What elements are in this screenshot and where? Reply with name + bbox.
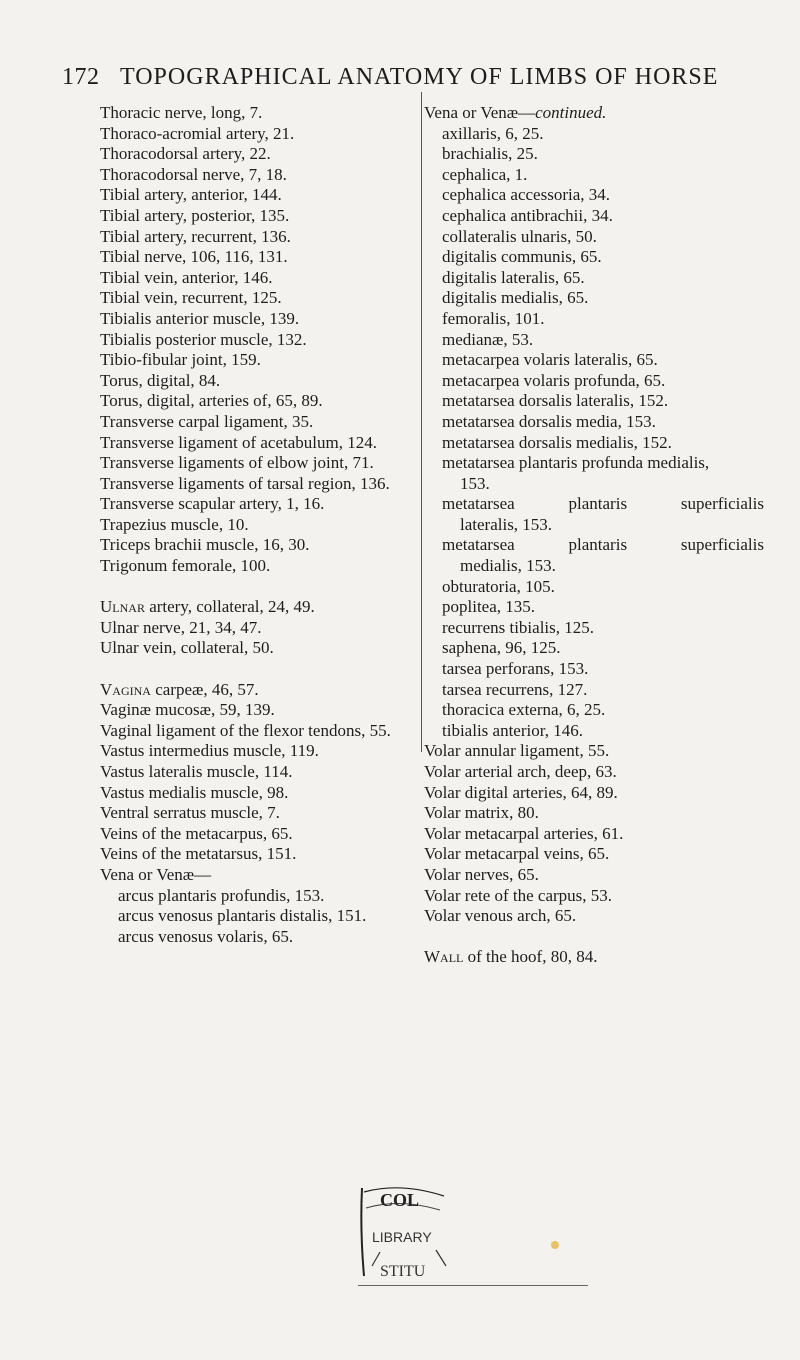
index-subentry-continuation: lateralis, 153. (460, 514, 553, 534)
index-entry: Thoracodorsal artery, 22. (100, 144, 271, 164)
index-entry: Vena or Venæ— (100, 864, 212, 884)
index-subentry: digitalis medialis, 65. (442, 288, 589, 308)
index-subentry: cephalica antibrachii, 34. (442, 205, 613, 225)
index-entry-section-start (100, 597, 420, 618)
entry-text: carpeæ, 46, 57. (150, 679, 259, 699)
index-subentry: tibialis anterior, 146. (442, 720, 583, 740)
index-entry: Volar venous arch, 65. (424, 906, 577, 926)
entry-text: Vena or Venæ— (424, 103, 536, 122)
index-subentry: metatarsea dorsalis medialis, 152. (442, 432, 672, 452)
index-subentry: arcus plantaris profundis, 153. (118, 885, 325, 905)
index-entry: Thoraco-acromial artery, 21. (100, 123, 295, 143)
index-subentry: saphena, 96, 125. (442, 638, 561, 658)
running-title: TOPOGRAPHICAL ANATOMY OF LIMBS OF HORSE (120, 64, 719, 90)
index-entry: Trapezius muscle, 10. (100, 514, 249, 534)
index-subentry-continuation: medialis, 153. (460, 556, 556, 576)
index-subentry: metacarpea volaris lateralis, 65. (442, 350, 658, 370)
entry-text: artery, collateral, 24, 49. (144, 597, 315, 617)
index-subentry: femoralis, 101. (442, 308, 545, 328)
index-entry: Veins of the metatarsus, 151. (100, 844, 297, 864)
index-subentry-continuation: 153. (460, 473, 490, 493)
index-entry: Tibial artery, anterior, 144. (100, 185, 282, 205)
index-subentry: medianæ, 53. (442, 329, 534, 349)
index-entry: Veins of the metacarpus, 65. (100, 823, 293, 843)
index-entry: Volar metacarpal arteries, 61. (424, 823, 624, 843)
index-entry: Ulnar vein, collateral, 50. (100, 638, 274, 658)
index-subentry: thoracica externa, 6, 25. (442, 700, 606, 720)
index-entry: Vaginal ligament of the flexor tendons, 55. (100, 720, 391, 740)
index-entry-continued (424, 103, 764, 124)
ink-spot (551, 1241, 559, 1249)
stamp-middle-text: LIBRARY (372, 1229, 432, 1245)
index-entry: Transverse scapular artery, 1, 16. (100, 494, 325, 514)
index-entry: Volar matrix, 80. (424, 803, 539, 823)
index-entry: Thoracic nerve, long, 7. (100, 103, 263, 122)
index-entry: Torus, digital, arteries of, 65, 89. (100, 391, 323, 411)
index-entry: Trigonum femorale, 100. (100, 556, 271, 576)
index-entry: Vastus intermedius muscle, 119. (100, 741, 319, 761)
index-entry: Ventral serratus muscle, 7. (100, 803, 280, 823)
index-subentry: metatarsea plantaris superficialis (442, 494, 764, 514)
index-entry: Volar rete of the carpus, 53. (424, 885, 613, 905)
index-subentry: axillaris, 6, 25. (442, 123, 544, 143)
index-subentry: recurrens tibialis, 125. (442, 617, 595, 637)
index-entry: Transverse carpal ligament, 35. (100, 411, 314, 431)
stamp-bottom-text: STITU (380, 1263, 426, 1280)
index-subentry: tarsea perforans, 153. (442, 659, 589, 679)
continued-note: continued. (535, 103, 607, 122)
index-entry: Tibio-fibular joint, 159. (100, 350, 261, 370)
index-entry: Tibial artery, posterior, 135. (100, 205, 290, 225)
index-entry-section-start (424, 947, 764, 968)
index-subentry: poplitea, 135. (442, 597, 536, 617)
index-subentry: metacarpea volaris profunda, 65. (442, 370, 666, 390)
index-entry: Triceps brachii muscle, 16, 30. (100, 535, 310, 555)
index-entry: Thoracodorsal nerve, 7, 18. (100, 164, 287, 184)
section-gap (100, 577, 420, 598)
index-entry: Transverse ligaments of tarsal region, 136. (100, 473, 390, 493)
index-subentry: metatarsea dorsalis lateralis, 152. (442, 391, 669, 411)
index-entry: Tibialis anterior muscle, 139. (100, 308, 300, 328)
index-entry: Torus, digital, 84. (100, 370, 221, 390)
index-entry: Vaginæ mucosæ, 59, 139. (100, 700, 275, 720)
index-entry: Transverse ligaments of elbow joint, 71. (100, 453, 374, 473)
index-subentry: metatarsea plantaris profunda medialis, (442, 453, 710, 473)
index-subentry: digitalis lateralis, 65. (442, 267, 585, 287)
index-subentry: arcus venosus plantaris distalis, 151. (118, 906, 367, 926)
index-subentry: cephalica, 1. (442, 164, 528, 184)
index-column-left (100, 103, 420, 947)
index-entry: Ulnar nerve, 21, 34, 47. (100, 617, 262, 637)
index-subentry: brachialis, 25. (442, 144, 538, 164)
index-subentry: collateralis ulnaris, 50. (442, 226, 597, 246)
section-gap (424, 927, 764, 948)
index-column-right (424, 103, 764, 968)
index-entry: Tibial artery, recurrent, 136. (100, 226, 291, 246)
index-subentry: obturatoria, 105. (442, 576, 555, 596)
index-subentry: metatarsea plantaris superficialis (442, 535, 764, 555)
stamp-top-text: COL (380, 1190, 420, 1210)
index-entry: Volar metacarpal veins, 65. (424, 844, 610, 864)
index-entry: Volar annular ligament, 55. (424, 741, 610, 761)
section-initial-word: Wall (424, 947, 464, 967)
index-entry: Tibial vein, recurrent, 125. (100, 288, 282, 308)
index-subentry: tarsea recurrens, 127. (442, 679, 588, 699)
index-entry: Transverse ligament of acetabulum, 124. (100, 432, 377, 452)
index-entry: Vastus lateralis muscle, 114. (100, 762, 293, 781)
entry-text: of the hoof, 80, 84. (463, 947, 598, 967)
section-gap (100, 659, 420, 680)
index-entry: Tibial nerve, 106, 116, 131. (100, 247, 288, 267)
index-entry: Volar arterial arch, deep, 63. (424, 762, 617, 781)
section-initial-word: Ulnar (100, 597, 145, 617)
index-subentry: metatarsea dorsalis media, 153. (442, 411, 656, 431)
index-entry: Volar digital arteries, 64, 89. (424, 782, 618, 802)
page-number: 172 (62, 64, 100, 90)
index-entry-section-start (100, 680, 420, 701)
stamp-baseline (358, 1285, 588, 1286)
index-subentry: arcus venosus volaris, 65. (118, 926, 294, 946)
index-entry: Tibialis posterior muscle, 132. (100, 329, 307, 349)
index-subentry: cephalica accessoria, 34. (442, 185, 611, 205)
index-entry: Tibial vein, anterior, 146. (100, 267, 273, 287)
library-stamp (350, 1180, 460, 1285)
column-divider (421, 92, 422, 752)
index-entry: Vastus medialis muscle, 98. (100, 782, 289, 802)
section-initial-word: Vagina (100, 679, 151, 699)
index-entry: Volar nerves, 65. (424, 864, 539, 884)
index-subentry: digitalis communis, 65. (442, 247, 602, 267)
